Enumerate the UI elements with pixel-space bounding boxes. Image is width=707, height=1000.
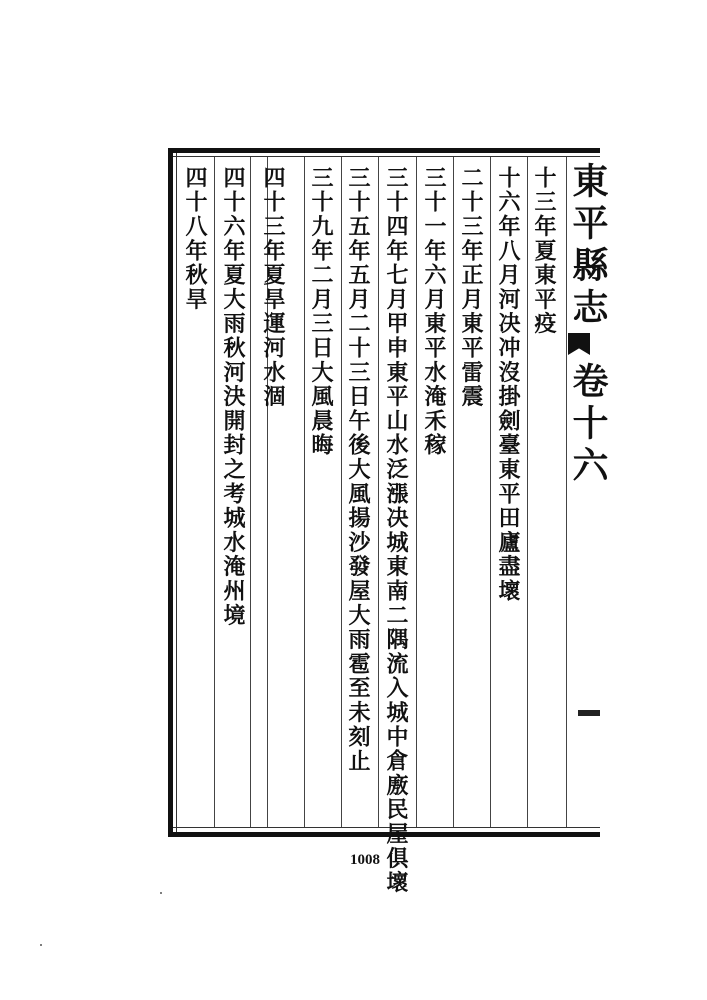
text-line: 十三年夏東平疫 — [531, 166, 557, 337]
frame-top-border — [168, 148, 600, 153]
text-line: 四十六年夏大雨秋河決開封之考城水淹州境 — [220, 166, 246, 628]
scan-speck — [160, 892, 162, 894]
frame-left-border — [168, 148, 173, 837]
column-rule — [527, 157, 528, 827]
column-rule — [250, 157, 251, 827]
scan-speck — [40, 944, 42, 946]
fishtail-mark — [568, 333, 590, 355]
text-line: 四十八年秋旱 — [182, 166, 208, 312]
block-mark — [578, 710, 600, 716]
volume-label: 卷十六 — [567, 362, 609, 488]
column-rule — [378, 157, 379, 827]
column-rule — [490, 157, 491, 827]
text-line: 三十四年七月甲申東平山水泛漲决城東南二隅流入城中倉廒民屋俱壞 — [383, 166, 409, 895]
text-line: 三十五年五月二十三日午後大風揚沙發屋大雨雹至未刻止 — [345, 166, 371, 774]
book-title: 東平縣志 — [567, 162, 609, 330]
column-rule — [453, 157, 454, 827]
page-number: 1008 — [350, 852, 380, 868]
frame-top-inner-border — [168, 156, 600, 157]
text-line: 三十一年六月東平水淹禾稼 — [421, 166, 447, 458]
frame-left-inner-border — [176, 153, 177, 832]
column-rule — [304, 157, 305, 827]
column-rule — [416, 157, 417, 827]
text-line: 三十九年二月三日大風晨晦 — [308, 166, 334, 458]
text-line: 二十三年正月東平雷震 — [458, 166, 484, 409]
column-rule — [214, 157, 215, 827]
column-rule — [341, 157, 342, 827]
text-line: 十六年八月河决冲沒掛劍臺東平田廬盡壞 — [495, 166, 521, 604]
text-line: 四十三年夏旱運河水涸 — [260, 166, 286, 409]
